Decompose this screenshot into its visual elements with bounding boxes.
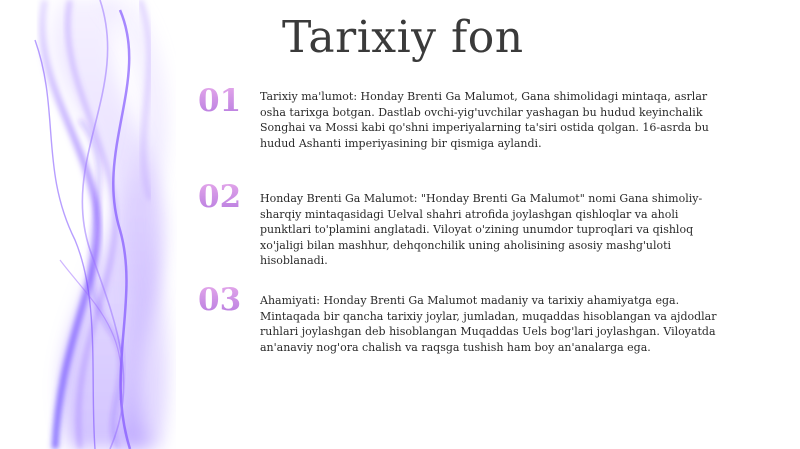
section-text-02: Honday Brenti Ga Malumot: "Honday Brenti Ga Malumot" nomi Gana shimoliy-sharqiy mintaqasidagi Uelval shahri atrofida joylashgan qishloqlar va aholi punktlari to'plamini anglatadi. Viloyat o'zining unumdor tuproqlari va qishloq xo'jaligi bilan mashhur, dehqonchilik uning aholisining asosiy mashg'uloti hisoblanadi. — [260, 192, 703, 267]
purple-smoke-decoration — [0, 0, 200, 449]
section-text-03: Ahamiyati: Honday Brenti Ga Malumot madaniy va tarixiy ahamiyatga ega. Mintaqada bir qancha tarixiy joylar, jumladan, muqaddas hisoblangan va ajdodlar ruhlari joylashgan deb hisoblangan Muqaddas Uels bog'lari joylashgan. Viloyatda an'anaviy nog'ora chalish va raqsga tushish ham boy an'analarga ega. — [260, 294, 717, 354]
section-number-01: 01 — [198, 86, 246, 117]
section-number-02: 02 — [198, 182, 246, 213]
section-text-01: Tarixiy ma'lumot: Honday Brenti Ga Malumot, Gana shimolidagi mintaqa, asrlar osha tarixga botgan. Dastlab ovchi-yig'uvchilar yashagan bu hudud keyinchalik Songhai va Mossi kabi qo'shni imperiyalarning ta'siri ostida qolgan. 16-asrda bu hudud Ashanti imperiyasining bir qismiga aylandi. — [260, 90, 709, 150]
slide-title: Tarixiy fon — [282, 12, 524, 63]
section-number-03: 03 — [198, 285, 246, 316]
